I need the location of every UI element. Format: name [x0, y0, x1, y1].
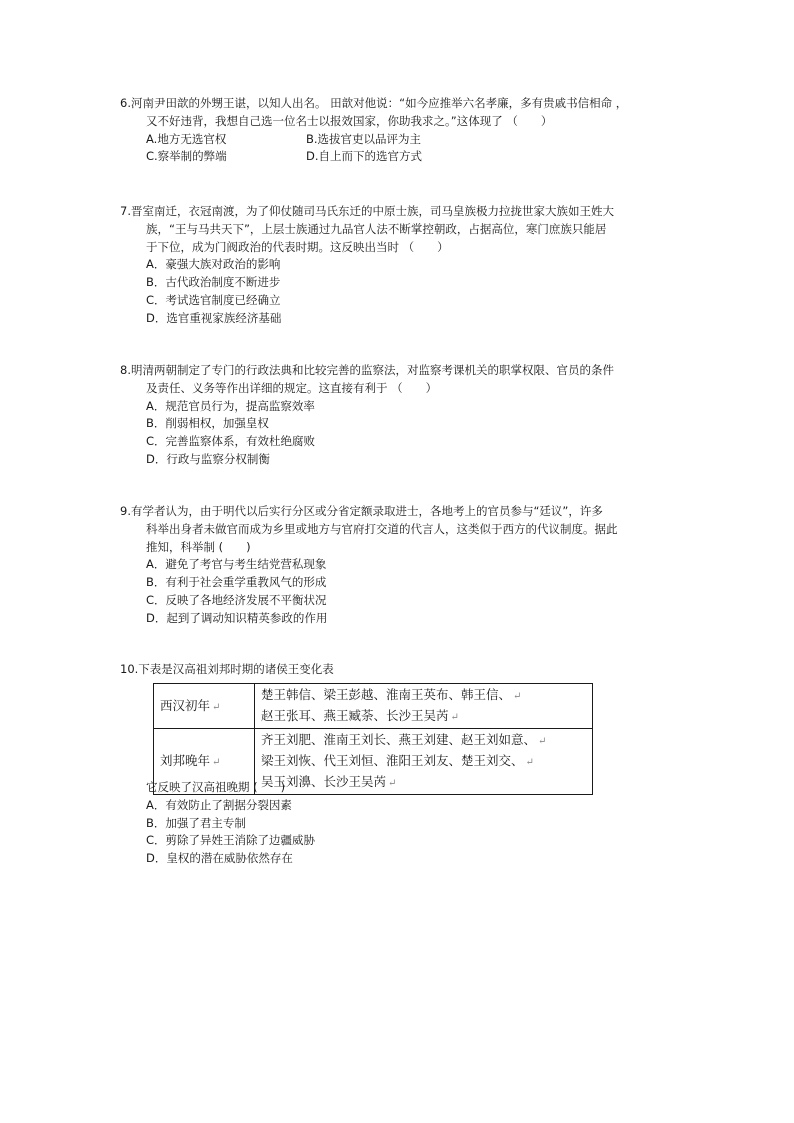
- option-a: A．豪强大族对政治的影响: [146, 257, 281, 272]
- question-6-options-row-1: [120, 131, 680, 149]
- option-b: B．削弱相权，加强皇权: [146, 416, 269, 431]
- option-a: A．有效防止了割据分裂因素: [146, 797, 292, 812]
- option-a: A．避免了考官与考生结党营私现象: [146, 557, 327, 572]
- paragraph-mark: ↵: [388, 778, 397, 789]
- option-b: B．古代政治制度不断进步: [146, 275, 281, 290]
- option-c: C．剪除了异姓王消除了边疆威胁: [146, 833, 316, 848]
- question-7-line-3: 于下位，成为门阀政治的代表时期。这反映出当时 （ ）: [146, 239, 449, 254]
- table-cell-line: 齐王刘肥、淮南王刘长、燕王刘建、赵王刘如意、 ↵: [261, 732, 547, 747]
- option-d: D．皇权的潜在威胁依然存在: [146, 851, 293, 866]
- question-6-line-1: 6.河南尹田歆的外甥王谌，以知人出名。 田歆对他说：“如今应推举六名孝廉，多有贵戚书信相命 ，: [120, 96, 628, 110]
- question-9: [120, 503, 680, 628]
- option-c: C．考试选官制度已经确立: [146, 292, 281, 307]
- paragraph-mark: ↵: [525, 757, 534, 768]
- option-d: D．起到了调动知识精英参政的作用: [146, 610, 328, 625]
- question-9-line-2: 科举出身者未做官而成为乡里或地方与官府打交道的代言人，这类似于西方的代议制度。据此: [146, 521, 618, 536]
- option-b: B．有利于社会重学重教风气的形成: [146, 575, 327, 590]
- question-7-line-1: 7.晋室南迁，衣冠南渡，为了仰仗随司马氏东迁的中原士族，司马皇族极力拉拢世家大族如王姓大: [120, 204, 614, 218]
- option-c: C.察举制的弊端: [146, 149, 227, 164]
- option-a: A．规范官员行为，提高监察效率: [146, 398, 315, 413]
- question-10-heading: [120, 661, 680, 679]
- table-cell-line: 楚王韩信、梁王彭越、淮南王英布、韩王信、 ↵: [261, 687, 522, 702]
- option-b: B．加强了君主专制: [146, 815, 246, 830]
- question-6: [120, 95, 680, 166]
- option-a: A.地方无选官权: [146, 131, 227, 146]
- table-row-header: 西汉初年 ↵: [154, 684, 255, 729]
- paragraph-mark: ↵: [538, 736, 547, 747]
- paragraph-mark: ↵: [450, 712, 459, 723]
- table-row-header: 刘邦晚年 ↵: [154, 729, 255, 795]
- question-7-line-2: 族，“王与马共天下”，上层士族通过九品官人法不断掌控朝政，占据高位，寒门庶族只能居: [146, 221, 607, 236]
- question-6-line-2: 又不好违背，我想自己选一位名士以报效国家，你助我求之。”这体现了 （ ）: [146, 113, 553, 128]
- option-d: D．行政与监察分权制衡: [146, 451, 270, 466]
- paragraph-mark: ↵: [212, 701, 221, 713]
- question-6-options-row-2: [120, 148, 680, 166]
- question-9-line-1: 9.有学者认为，由于明代以后实行分区或分省定额录取进士，各地考上的官员参与“廷议”，许多: [120, 504, 603, 518]
- table-row: [154, 684, 593, 729]
- question-7: [120, 203, 680, 328]
- paragraph-mark: ↵: [212, 757, 221, 768]
- option-c: C．完善监察体系，有效杜绝腐败: [146, 434, 316, 449]
- paragraph-mark: ↵: [513, 691, 522, 702]
- table-cell-line: 吴王刘濞、长沙王吴芮 ↵: [261, 774, 397, 789]
- question-8-line-1: 8.明清两朝制定了专门的行政法典和比较完善的监察法，对监察考课机关的职掌权限、官员的条件: [120, 363, 614, 377]
- option-d: D．选官重视家族经济基础: [146, 310, 282, 325]
- question-8-line-2: 及责任、义务等作出详细的规定。这直接有利于 （ ）: [146, 380, 438, 395]
- question-9-line-3: 推知，科举制 ( ): [146, 539, 251, 554]
- table-cell-line: 赵王张耳、燕王臧荼、长沙王吴芮 ↵: [261, 708, 459, 723]
- question-10-stem: 它反映了汉高祖晚期 ( ): [146, 780, 286, 794]
- table-cell: [255, 684, 593, 729]
- question-10-line-1: 10.下表是汉高祖刘邦时期的诸侯王变化表: [120, 662, 334, 676]
- option-c: C．反映了各地经济发展不平衡状况: [146, 592, 327, 607]
- option-d: D.自上而下的选官方式: [306, 149, 423, 164]
- option-b: B.选拔官吏以品评为主: [306, 131, 422, 146]
- question-8: [120, 362, 680, 469]
- question-10: [120, 779, 680, 868]
- table-cell-line: 梁王刘恢、代王刘恒、淮阳王刘友、楚王刘交、 ↵: [261, 753, 534, 768]
